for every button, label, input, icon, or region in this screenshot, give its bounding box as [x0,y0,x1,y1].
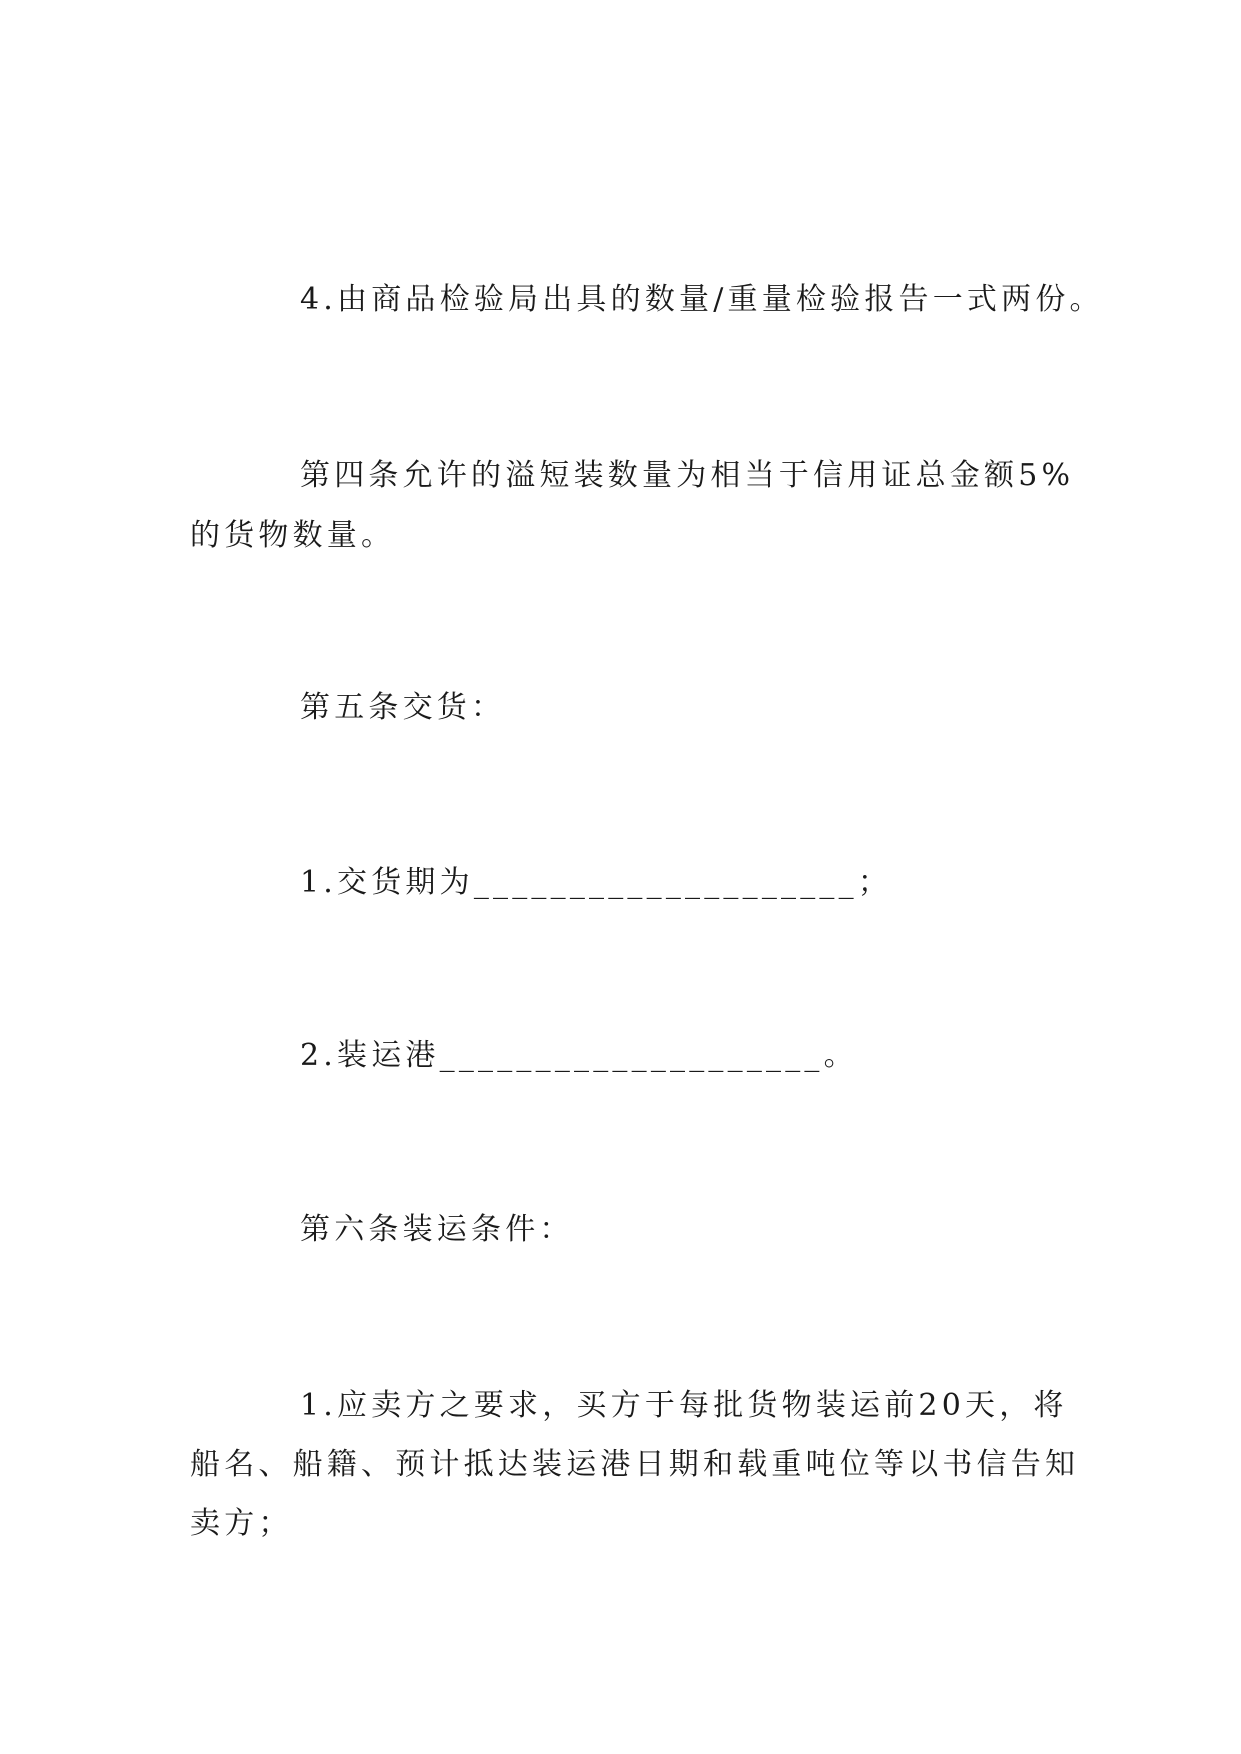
loading-port-line: 2.装运港____________________。 [300,1038,858,1073]
shipping-condition-1-line-3: 卖方； [190,1506,293,1541]
shipping-condition-1-line-1: 1.应卖方之要求，买方于每批货物装运前20天，将 [300,1388,1068,1423]
article-6-heading: 第六条装运条件： [300,1212,574,1247]
article-4-tolerance-line-2: 的货物数量。 [190,518,396,553]
delivery-period-line: 1.交货期为____________________； [300,865,893,900]
article-5-heading: 第五条交货： [300,690,506,725]
shipping-condition-1-line-2: 船名、船籍、预计抵达装运港日期和载重吨位等以书信告知 [190,1447,1080,1482]
item-4-inspection-report: 4.由商品检验局出具的数量/重量检验报告一式两份。 [300,282,1104,317]
article-4-tolerance-line-1: 第四条允许的溢短装数量为相当于信用证总金额5% [300,458,1075,493]
